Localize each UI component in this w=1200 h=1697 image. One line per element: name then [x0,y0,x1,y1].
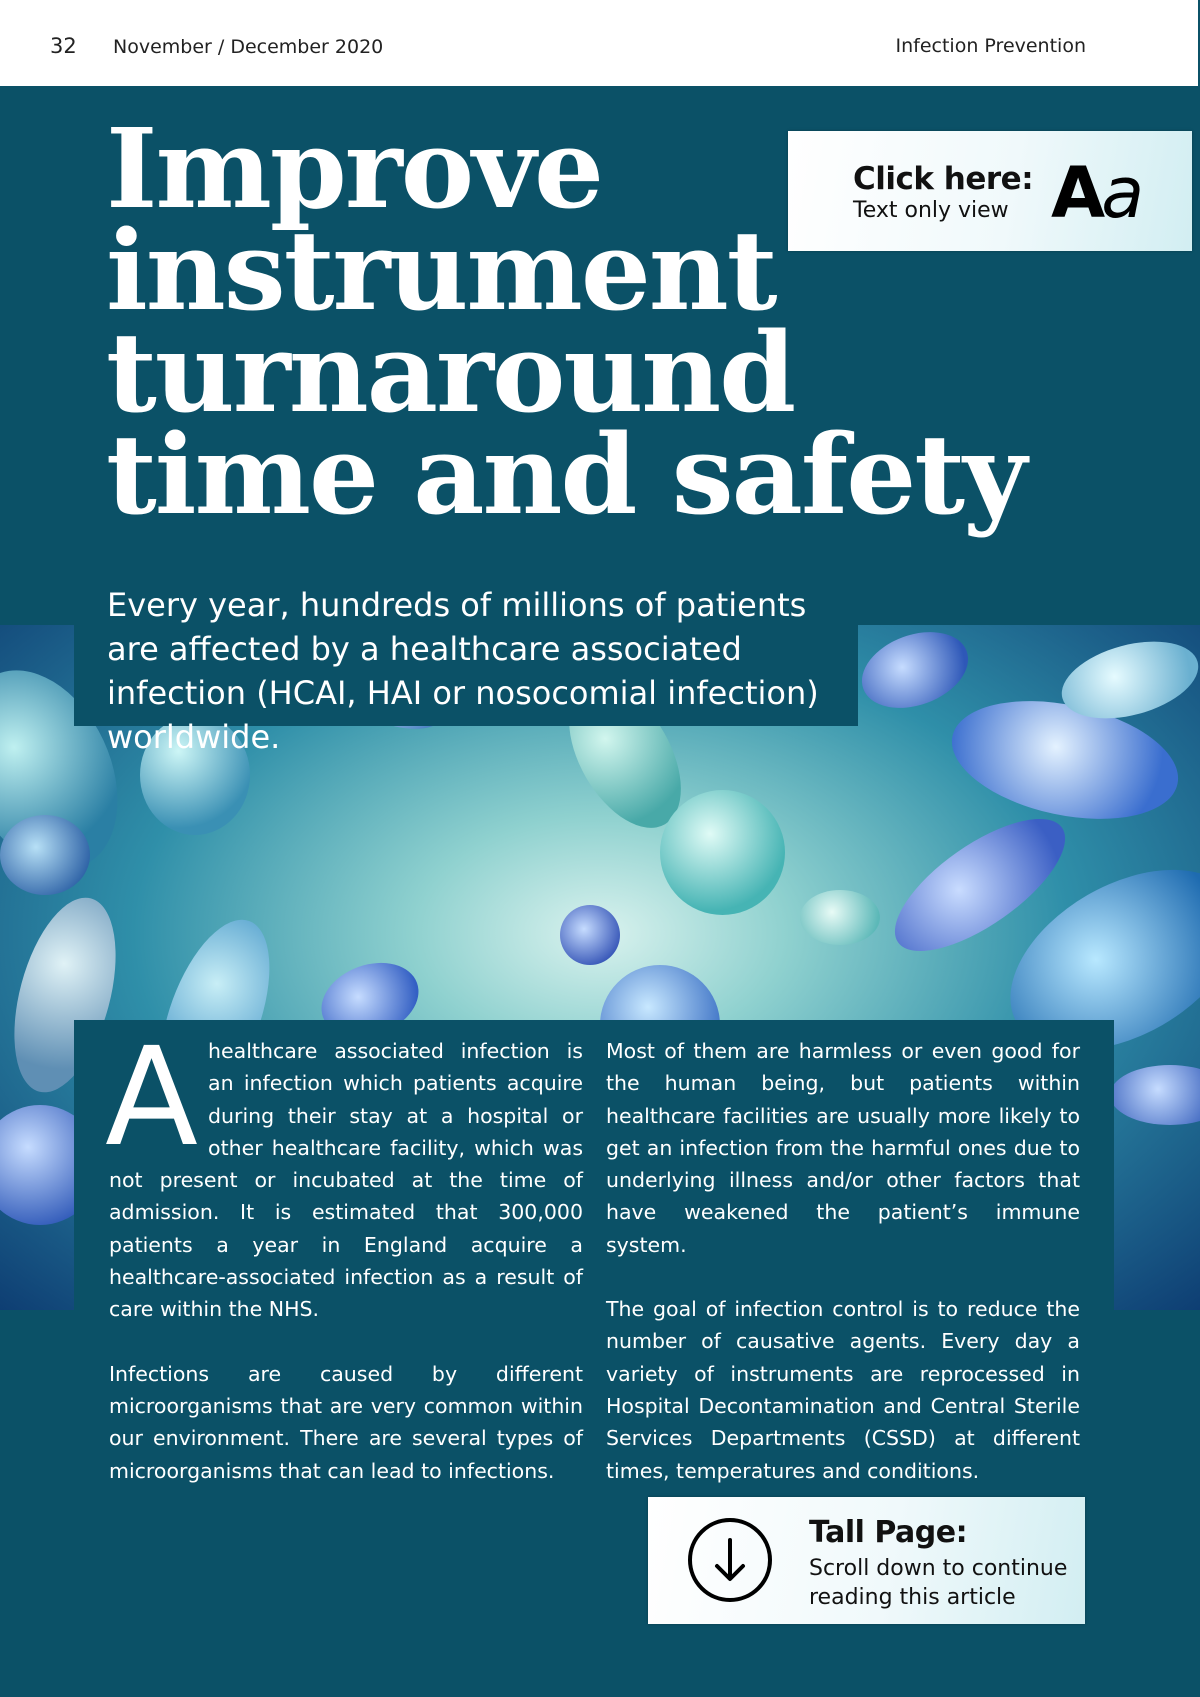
section-name: Infection Prevention [895,35,1086,57]
tall-page-button[interactable] [648,1497,1085,1624]
tall-page-title: Tall Page: [809,1515,968,1550]
body-column-2 [606,1035,1080,1519]
text-only-view-title: Click here: [853,161,1034,197]
intro-text: Every year, hundreds of millions of patients are affected by a healthcare associated infection (HCAI, HAI or nosocomial infection) worldwide. [107,586,819,756]
page-header [0,0,1200,86]
paragraph: Most of them are harmless or even good for the human being, but patients within healthcare facilities are usually more likely to get an infection from the harmful ones due to underlying illness and/or other factors that have weakened the patient’s immune system. [606,1039,1080,1257]
paragraph: The goal of infection control is to reduce the number of causative agents. Every day a variety of instruments are reprocessed in Hospital Decontamination and Central Sterile Services Departments (CSSD) at different times, temperatures and conditions. [606,1297,1080,1483]
page-number: 32 [50,34,77,58]
arrow-down-circle-icon [686,1516,774,1604]
headline-line: Improve [106,104,602,233]
headline-line: time and safety [106,410,1025,539]
text-only-view-button[interactable] [788,131,1192,251]
headline-line: instrument [106,206,776,335]
paragraph: Infections are caused by different microorganisms that are very common within our environment. There are several types of microorganisms that can lead to infections. [109,1361,583,1483]
paragraph: Ahealthcare associated infection is an infection which patients acquire during their stay at a hospital or other healthcare facility, which was not present or incubated at the time of admission. It is estimated that 300,000 patients a year in England acquire a healthcare-associated infection as a result of care within the NHS. [105,1019,583,1322]
drop-cap: A [105,1019,199,1177]
issue-date: November / December 2020 [113,36,384,58]
tall-page-subtitle: Scroll down to continue reading this article [809,1556,1068,1610]
body-column-1 [105,1019,583,1519]
text-only-view-subtitle: Text only view [853,198,1009,223]
headline-line: turnaround [106,308,795,437]
text-size-icon: Aa [1051,152,1145,234]
